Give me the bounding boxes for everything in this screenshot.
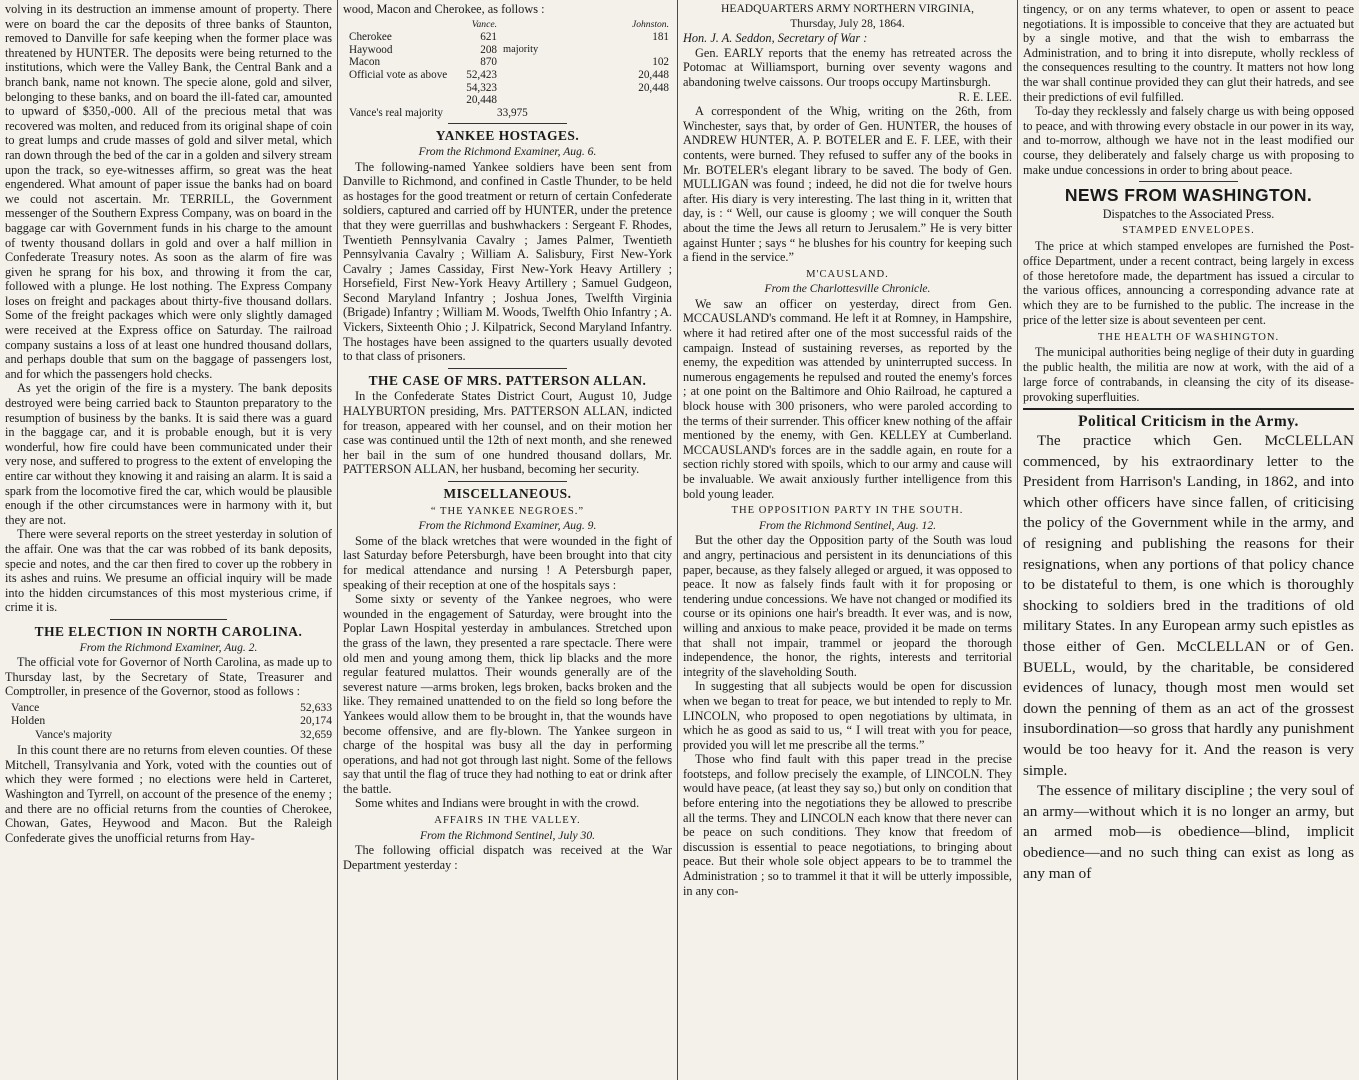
health-para: The municipal authorities being neglige of their duty in guarding the public health, the militia are now at work, with the aid of a large force of contrabands, in cleansing the city of its disease-provoking superfluities. bbox=[1023, 345, 1354, 404]
source-election: From the Richmond Examiner, Aug. 2. bbox=[79, 640, 258, 654]
table-row: Haywood 208 majority bbox=[349, 43, 539, 56]
election-continued-intro: wood, Macon and Cherokee, as follows : bbox=[343, 2, 545, 16]
column-1 bbox=[0, 0, 338, 1080]
source-valley: From the Richmond Sentinel, July 30. bbox=[419, 828, 596, 842]
table-real-majority: Vance's real majority 33,975 bbox=[349, 106, 528, 119]
negroes-para-1: Some of the black wretches that were wounded in the fight of last Saturday before Petersburgh, have been brought into that city for medical attendance and nursing ! A Petersburgh paper, speaking of their reception at one of the hospitals says : bbox=[343, 533, 672, 592]
vote-row-holden bbox=[11, 714, 332, 727]
subhead-negroes: “ THE YANKEE NEGROES.” bbox=[430, 505, 585, 517]
section-rule bbox=[448, 481, 566, 482]
vote-value: 20,174 bbox=[300, 714, 332, 728]
negroes-para-3: Some whites and Indians were brought in with the crowd. bbox=[355, 796, 640, 811]
subhead-stamped: STAMPED ENVELOPES. bbox=[1122, 225, 1255, 237]
section-rule bbox=[448, 123, 566, 124]
washington-section bbox=[1023, 224, 1354, 404]
article-fire-para-2: As yet the origin of the fire is a mystery. The bank deposits destroyed were being carried back to Staunton preparatory to the resumption of business by the banks. It is said there was a guard in the baggage car, and it is probable enough, but it is very wonderful, how fire could have been communicated under their very nose, and suffered to progress to the extent of enveloping the entire car without they knowing it and raising an alarm. It is said a spark from the locomotive fired the car, which would be plausible enough if the other circumstances were in harmony with it, but they are not. bbox=[5, 381, 332, 527]
section-rule bbox=[110, 619, 228, 620]
table-sum-row: 20,448 bbox=[466, 94, 497, 107]
table-sum-row: 54,323 20,448 bbox=[466, 81, 669, 94]
subhead-valley: AFFAIRS IN THE VALLEY. bbox=[434, 815, 581, 827]
vote-list bbox=[11, 701, 332, 741]
opposition-continued-para-1: tingency, or on any terms whatever, to open or assent to peace negotiations. It is impossible to conceive that they are actuated but by a single motive, and that the wish to embarrass the Administration, and to bring it into disrepute, wholly reckless of the consequences resulting to the country. It matters not how long the war shall continue provided they can glut their hatreds, and see their predictions of evil fulfilled. bbox=[1023, 2, 1354, 104]
column-3 bbox=[678, 0, 1018, 1080]
opposition-para-2: In suggesting that all subjects would be open for discussion when we began to treat for peace, we but intended to reply to Mr. LINCOLN, who proposed to open negotiations by ultimata, in which he as good as said to us, “ I will treat with you for peace, provided you will let me prescribe all the terms.” bbox=[683, 679, 1012, 752]
valley-para: The following official dispatch was received at the War Department yesterday : bbox=[343, 843, 672, 872]
allan-para: In the Confederate States District Court, August 10, Judge HALYBURTON presiding, Mrs. PATTERSON ALLAN, indicted for treason, appeared with her counsel, and on their motion her case was continued until the 12th of next month, and she renewed her bail in the sum of one hundred thousand dollars, Mr. PATTERSON ALLAN, her husband, becoming her security. bbox=[343, 389, 672, 477]
table-head-vance: Vance. bbox=[471, 18, 497, 30]
column-2 bbox=[338, 0, 678, 1080]
dispatch-para: Gen. EARLY reports that the enemy has retreated across the Potomac at Williamsport, burning over seventy wagons and abandoning twelve caissons. Our troops occupy Martinsburgh. bbox=[683, 45, 1012, 89]
majority-value: 32,659 bbox=[300, 727, 332, 741]
article-fire-para-1: volving in its destruction an immense amount of property. There were on board the car the deposits of three banks of Staunton, removed to Danville for safe keeping when the former place was threatened by HUNTER. The deposits were being returned to the institutions, which were the Valley Bank, the Central Bank and a branch bank, name not known. The specie alone, gold and silver, belonging to these banks, and on board the ill-fated car, amounted to upward of $350,-000. All of the precious metal that was recovered was molten, and reduced from its original shape of coin to great lumps and crude masses of gold and silver metal, which ran down through the bed of the car in a golden and silvery stream upon the track, so eye-witnesses affirm, so great was the heat engendered. What amount of paper issue the banks had on board we could not ascertain. Mr. TERRILL, the Government messenger of the Southern Express Company, was on board in the baggage car with Government funds in his charge to the amount of twenty thousand dollars in gold and over a half million in Confederate Treasury notes. As soon as the alarm of fire was given he sprang for his box, and throwing it from the car, followed with a plunge. He lost nothing. The Express Company loses on freight and packages about thirty-five thousand dollars. Some of the freight packages which were only slightly damaged were received at the Express office on Saturday. The railroad company sustains a loss of at least one hundred thousand dollars, and perhaps double that sum on the baggage of passengers lost, and for which the passengers hold checks. bbox=[5, 2, 332, 381]
vote-row-vance bbox=[11, 701, 332, 714]
dispatch-headquarters: HEADQUARTERS ARMY NORTHERN VIRGINIA, bbox=[720, 2, 975, 15]
vote-name: Holden bbox=[11, 714, 46, 728]
dispatch-signature: R. E. LEE. bbox=[958, 89, 1012, 104]
vote-name: Vance bbox=[11, 700, 40, 714]
opposition-para-1: But the other day the Opposition party of the South was loud and angry, pertinacious and persistent in its denunciations of this paper, because, as they falsely alleged or argued, it was opposed to peace. It now as falsely finds fault with it for proposing or tendering undue concessions. We have not changed or modified its course or its opinions one hair's breadth. It ever was, and is now, willing and anxious to make peace, provided it be made on terms that shall not impair, trammel or jeopard the thorough independence, the honor, the rights, interests and territorial integrity of the slaveholding South. bbox=[683, 533, 1012, 679]
hostages-para: The following-named Yankee soldiers have been sent from Danville to Richmond, and confined in Castle Thunder, to be held as hostages for the good treatment or return of certain Confederate soldiers, captured and carried off by HUNTER, under the pretence that they were guerrillas and bushwhackers : Sergeant F. Rhodes, Twentieth Pennsylvania Cavalry ; James Palmer, Twentieth Pennsylvania Cavalry ; William A. Salisbury, First New-York Cavalry ; James Cassiday, First New-York Heavy Artillery ; Horsefield, First New-York Heavy Artillery ; Samuel Gudgeon, Second Maryland Infantry ; Joshua Jones, Twelfth Virginia (Brigade) Infantry ; William M. Woods, Twelfth Ohio Infantry ; A. Vickers, Sixteenth Ohio ; J. Kilpatrick, Second Maryland Infantry. The hostages have been assigned to the quarters usually devoted to that class of prisoners. bbox=[343, 159, 672, 364]
criticism-para-1: The practice which Gen. McCLELLAN commenced, by his extraordinary letter to the President from Harrison's Landing, in 1862, and into which other officers have since fallen, of criticising the policy of the Government while in the army, and of resigning and publishing the reasons for their resignations, when any portions of that policy chance to be distateful to them, is one which is thoroughly shocking to soldiers bred in the traditions of old military States. In any European army such epistles as those either of Gen. McCLELLAN or of Gen. BUELL, would, by the charitable, be considered evidences of lunacy, though most men would set down the penning of them as an act of the grossest insubordination—so gross that hardly any punishment would be too heavy for it. And the reason is very simple. bbox=[1023, 432, 1354, 779]
subhead-health: THE HEALTH OF WASHINGTON. bbox=[1097, 331, 1280, 343]
source-opposition: From the Richmond Sentinel, Aug. 12. bbox=[758, 518, 937, 532]
section-bar bbox=[1023, 408, 1354, 410]
headline-news-washington: NEWS FROM WASHINGTON. bbox=[1064, 185, 1313, 206]
source-hostages: From the Richmond Examiner, Aug. 6. bbox=[418, 144, 597, 158]
vote-row-majority bbox=[35, 728, 332, 741]
criticism-section bbox=[1023, 415, 1354, 884]
table-row: Official vote as above 52,423 20,448 bbox=[349, 68, 669, 81]
headline-election: THE ELECTION IN NORTH CAROLINA. bbox=[34, 623, 303, 639]
section-rule bbox=[448, 368, 566, 369]
subhead-mccausland: M'CAUSLAND. bbox=[806, 268, 889, 280]
election-para-2: In this count there are no returns from eleven counties. Of these Mitchell, Transylvania and York, voted with the counties out of which they were formed ; no elections were held in Carteret, Washington and Tyrrell, on account of the presence of the enemy ; and there are no official returns from the counties of Cherokee, Chowan, Gates, Heywood and Macon. But the Raleigh Confederate gives the unofficial returns from Hay- bbox=[5, 743, 332, 845]
headline-miscellaneous: MISCELLANEOUS. bbox=[443, 486, 572, 501]
source-negroes: From the Richmond Examiner, Aug. 9. bbox=[418, 519, 597, 533]
dispatches-line: Dispatches to the Associated Press. bbox=[1102, 206, 1275, 221]
table-head-holden: Johnston. bbox=[631, 18, 669, 30]
vote-value: 52,633 bbox=[300, 700, 332, 714]
headline-allan: THE CASE OF MRS. PATTERSON ALLAN. bbox=[368, 372, 647, 388]
headline-criticism: Political Criticism in the Army. bbox=[1078, 413, 1299, 431]
table-row: Cherokee 621 181 bbox=[349, 31, 669, 44]
source-mccausland: From the Charlottesville Chronicle. bbox=[764, 282, 931, 296]
table-row: Macon 870 102 bbox=[349, 56, 669, 69]
county-vote-table bbox=[349, 19, 672, 120]
subhead-opposition: THE OPPOSITION PARTY IN THE SOUTH. bbox=[731, 505, 964, 517]
section-rule bbox=[1139, 181, 1238, 182]
election-para-1: The official vote for Governor of North Carolina, as made up to Thursday last, by the Secretary of State, Treasurer and Comptroller, in presence of the Governor, stood as follows : bbox=[5, 655, 332, 699]
opposition-para-3: Those who find fault with this paper tread in the precise footsteps, and follow precisely the example, of LINCOLN. They would have peace, (at least they say so,) but only on condition that before entering into the negotiations they be allowed to prescribe all the terms. They and LINCOLN each know that there never can be peace on such conditions. They know that freedom of discussion is essential to peace negotiations, to bringing about peace. But their whole sole object appears to be to trammel the Administration ; so to trammel it that it will be utterly impossible, in any con- bbox=[683, 752, 1012, 898]
stamped-para: The price at which stamped envelopes are furnished the Post-office Department, under a recent contract, being largely in excess of those heretofore made, the department has issued a circular to the various offices, announcing a corresponding advance rate at which they are to be furnished to the public. The increase in the price of the letter size is about seventeen per cent. bbox=[1023, 238, 1354, 327]
criticism-para-2: The essence of military discipline ; the very soul of an army—without which it is no longer an army, but an armed mob—is obedience—blind, implicit obedience—and no such thing can exist as long as any man of bbox=[1023, 782, 1354, 882]
article-fire-para-3: There were several reports on the street yesterday in solution of the affair. One was that the car was robbed of its bank deposits, specie and notes, and the car then fired to cover up the robbery in its ashes and ruins. We presume an official inquiry will be made into the hidden circumstances of this most mysterious crime, if crime it is. bbox=[5, 527, 332, 615]
negroes-para-2: Some sixty or seventy of the Yankee negroes, who were wounded in the engagement of Saturday, were brought into the Poplar Lawn Hospital yesterday in ambulances. Stretched upon the grass of the lawn, they presented a rare spectacle. There were old men and young among them, thick lip blacks and the more regular featured mulattos. Their wounds generally are of the severest nature —arms broken, legs broken, backs broken and the like. They remained unattended to on the field so long before the Yankees would allow them to be brought in, that the wounds have become offensive, and are fly-blown. The Yankee surgeon in charge of the hospital was busy all the day in performing operations, and had not got through last night. Some of the fellows say that until the flag of truce they had nothing to eat or drink after the battle. bbox=[343, 592, 672, 796]
column-4 bbox=[1018, 0, 1359, 1080]
opposition-continued-para-2: To-day they recklessly and falsely charge us with being opposed to peace, and with throwing every obstacle in our power in its way, and to-morrow, although we have not in the least modified our course, they deliberately and falsely charge us with proposing to make undue concessions in order to bring about peace. bbox=[1023, 104, 1354, 177]
whig-para: A correspondent of the Whig, writing on the 26th, from Winchester, says that, by order of Gen. HUNTER, the houses of ANDREW HUNTER, A. P. BOTELER and E. F. LEE, with their contents, were burned. They refused to suffer any of the books in Mr. BOTELER's elegant library to be saved. The body of Gen. MULLIGAN was found ; indeed, he did not die for twelve hours after. His diary is very interesting. The last thing in it, written that day, is : “ Well, our cause is gloomy ; we will conquer the South about the time the Jews all return to Jerusalem.” He is very bitter against Hunter ; says “ he blushes for his country for keeping such a fiend in the service.” bbox=[683, 104, 1012, 265]
dispatch-date: Thursday, July 28, 1864. bbox=[790, 16, 905, 30]
table-header bbox=[349, 19, 672, 32]
majority-label: Vance's majority bbox=[35, 727, 113, 741]
dispatch-addressee: Hon. J. A. Seddon, Secretary of War : bbox=[683, 31, 868, 46]
mccausland-para: We saw an officer on yesterday, direct from Gen. MCCAUSLAND's command. He left it at Romney, in Hampshire, where it had retired after one of the most successful raids of the campaign. Instead of sustaining reverses, as reported by the enemy, the expedition was attended by uninterrupted success. In numerous engagements he repulsed and routed the enemy's forces ; at one point on the Baltimore and Ohio Railroad, he captured a block house with 300 prisoners, who were paroled according to the terms of their surrender. This officer knew nothing of the affair mentioned by the enemy, with Gen. KELLEY at Cumberland. MCCAUSLAND's forces are in the saddle again, en route for a section richly stored with spoils, which to our army and cause will be invaluable. We await anxiously further intelligence from this bold young leader. bbox=[683, 296, 1012, 501]
headline-hostages: YANKEE HOSTAGES. bbox=[435, 128, 580, 144]
